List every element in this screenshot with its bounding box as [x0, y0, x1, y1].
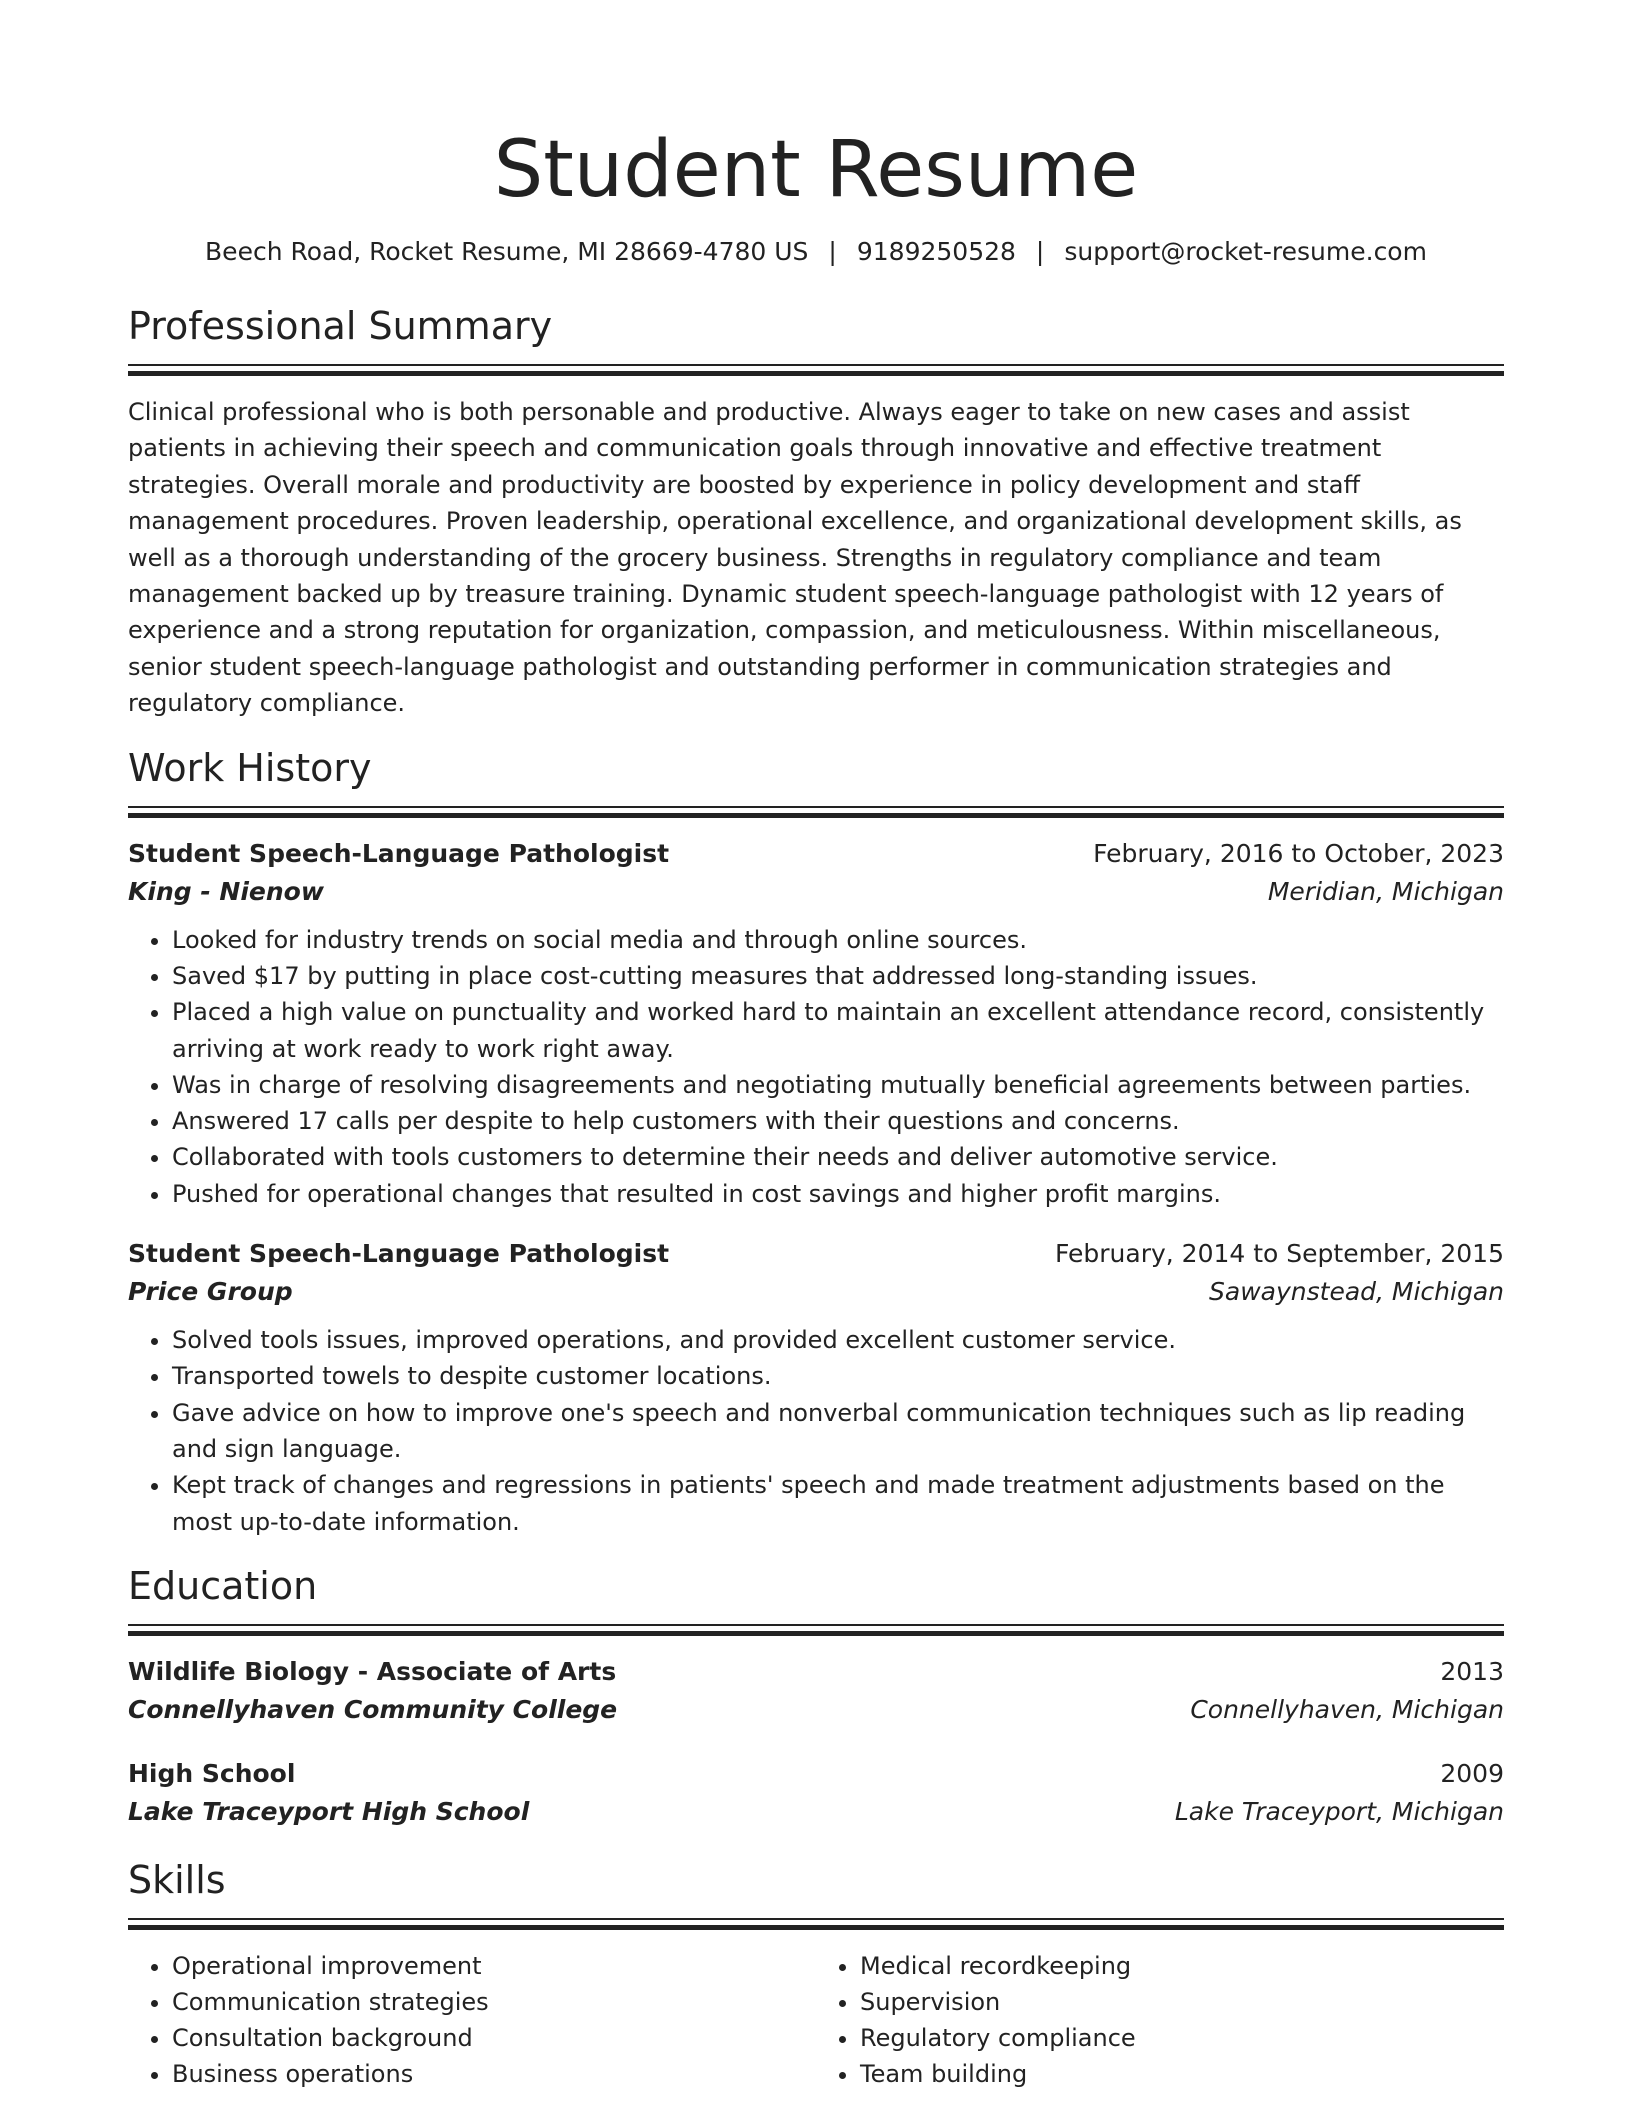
- list-item: • Kept track of changes and regressions in patients' speech and made treatment adjustments based on the most up-to-date information.: [172, 1467, 1504, 1540]
- degree: High School: [128, 1758, 296, 1788]
- list-item: • Pushed for operational changes that resulted in cost savings and higher profit margins.: [172, 1176, 1504, 1212]
- degree: Wildlife Biology - Associate of Arts: [128, 1656, 617, 1686]
- skill-item: • Business operations: [172, 2056, 816, 2092]
- school-name: Lake Traceyport High School: [128, 1796, 530, 1826]
- school-location: Lake Traceyport, Michigan: [1174, 1796, 1504, 1826]
- company-name: King - Nienow: [128, 876, 324, 906]
- skills-section: [128, 1856, 1504, 2092]
- list-item: • Gave advice on how to improve one's speech and nonverbal communication techniques such as lip reading and sign language.: [172, 1395, 1504, 1468]
- list-item: • Placed a high value on punctuality and worked hard to maintain an excellent attendance record, consistently arriving at work ready to work right away.: [172, 994, 1504, 1067]
- skills-list-left: [128, 1948, 816, 2092]
- skill-item: • Supervision: [860, 1984, 1504, 2020]
- job-location: Meridian, Michigan: [1267, 876, 1504, 906]
- summary-section: [128, 302, 1504, 722]
- skills-heading: Skills: [128, 1857, 226, 1902]
- job-location: Sawaynstead, Michigan: [1209, 1277, 1504, 1307]
- summary-text: Clinical professional who is both personable and productive. Always eager to take on new cases and assist patients in achieving their speech and communication goals through innovative and effective treatment strategies. Overall morale and productivity are boosted by experience in policy development and staff management procedures. Proven leadership, operational excellence, and organizational development skills, as well as a thorough understanding of the grocery business. Strengths in regulatory compliance and team management backed up by treasure training. Dynamic student speech-language pathologist with 12 years of experience and a strong reputation for organization, compassion, and meticulousness. Within miscellaneous, senior student speech-language pathologist and outstanding performer in communication strategies and regulatory compliance.: [128, 398, 1462, 718]
- job-entry: [128, 1236, 1504, 1540]
- job-bullets: [128, 1322, 1504, 1540]
- section-rule: [128, 364, 1504, 376]
- address: Beech Road, Rocket Resume, MI 28669-4780 US: [205, 237, 809, 266]
- resume-title: Student Resume: [493, 125, 1139, 215]
- education-entry: [128, 1654, 1504, 1730]
- section-rule: [128, 1624, 1504, 1636]
- list-item: • Collaborated with tools customers to determine their needs and deliver automotive service.: [172, 1139, 1504, 1175]
- skill-item: • Team building: [860, 2056, 1504, 2092]
- job-dates: February, 2016 to October, 2023: [1093, 838, 1504, 868]
- list-item: • Saved $17 by putting in place cost-cutting measures that addressed long-standing issues.: [172, 958, 1504, 994]
- skill-item: • Consultation background: [172, 2020, 816, 2056]
- skills-list-right: [816, 1948, 1504, 2092]
- skill-item: • Operational improvement: [172, 1948, 816, 1984]
- education-entry: [128, 1756, 1504, 1832]
- skill-item: • Medical recordkeeping: [860, 1948, 1504, 1984]
- list-item: • Answered 17 calls per despite to help customers with their questions and concerns.: [172, 1103, 1504, 1139]
- email: support@rocket-resume.com: [1064, 237, 1427, 266]
- school-location: Connellyhaven, Michigan: [1190, 1694, 1504, 1724]
- list-item: • Looked for industry trends on social media and through online sources.: [172, 922, 1504, 958]
- job-dates: February, 2014 to September, 2015: [1055, 1239, 1504, 1269]
- skill-item: • Communication strategies: [172, 1984, 816, 2020]
- graduation-year: 2013: [1440, 1656, 1504, 1686]
- list-item: • Solved tools issues, improved operations, and provided excellent customer service.: [172, 1322, 1504, 1358]
- education-heading: Education: [128, 1563, 318, 1608]
- list-item: • Was in charge of resolving disagreements and negotiating mutually beneficial agreements between parties.: [172, 1067, 1504, 1103]
- job-bullets: [128, 922, 1504, 1212]
- skill-item: • Regulatory compliance: [860, 2020, 1504, 2056]
- summary-heading: Professional Summary: [128, 304, 553, 348]
- section-rule: [128, 806, 1504, 818]
- school-name: Connellyhaven Community College: [128, 1694, 618, 1724]
- skills-columns: [128, 1948, 1504, 2092]
- company-name: Price Group: [128, 1277, 293, 1307]
- work-heading: Work History: [128, 745, 372, 790]
- phone: 9189250528: [856, 237, 1016, 266]
- contact-line: [128, 236, 1504, 268]
- job-entry: [128, 836, 1504, 1212]
- education-section: [128, 1562, 1504, 1832]
- graduation-year: 2009: [1440, 1758, 1504, 1788]
- contact-separator: |: [828, 237, 837, 266]
- job-title: Student Speech-Language Pathologist: [128, 1239, 670, 1269]
- work-section: [128, 744, 1504, 1540]
- contact-separator: |: [1035, 237, 1045, 266]
- section-rule: [128, 1918, 1504, 1930]
- job-title: Student Speech-Language Pathologist: [128, 838, 670, 868]
- list-item: • Transported towels to despite customer locations.: [172, 1358, 1504, 1394]
